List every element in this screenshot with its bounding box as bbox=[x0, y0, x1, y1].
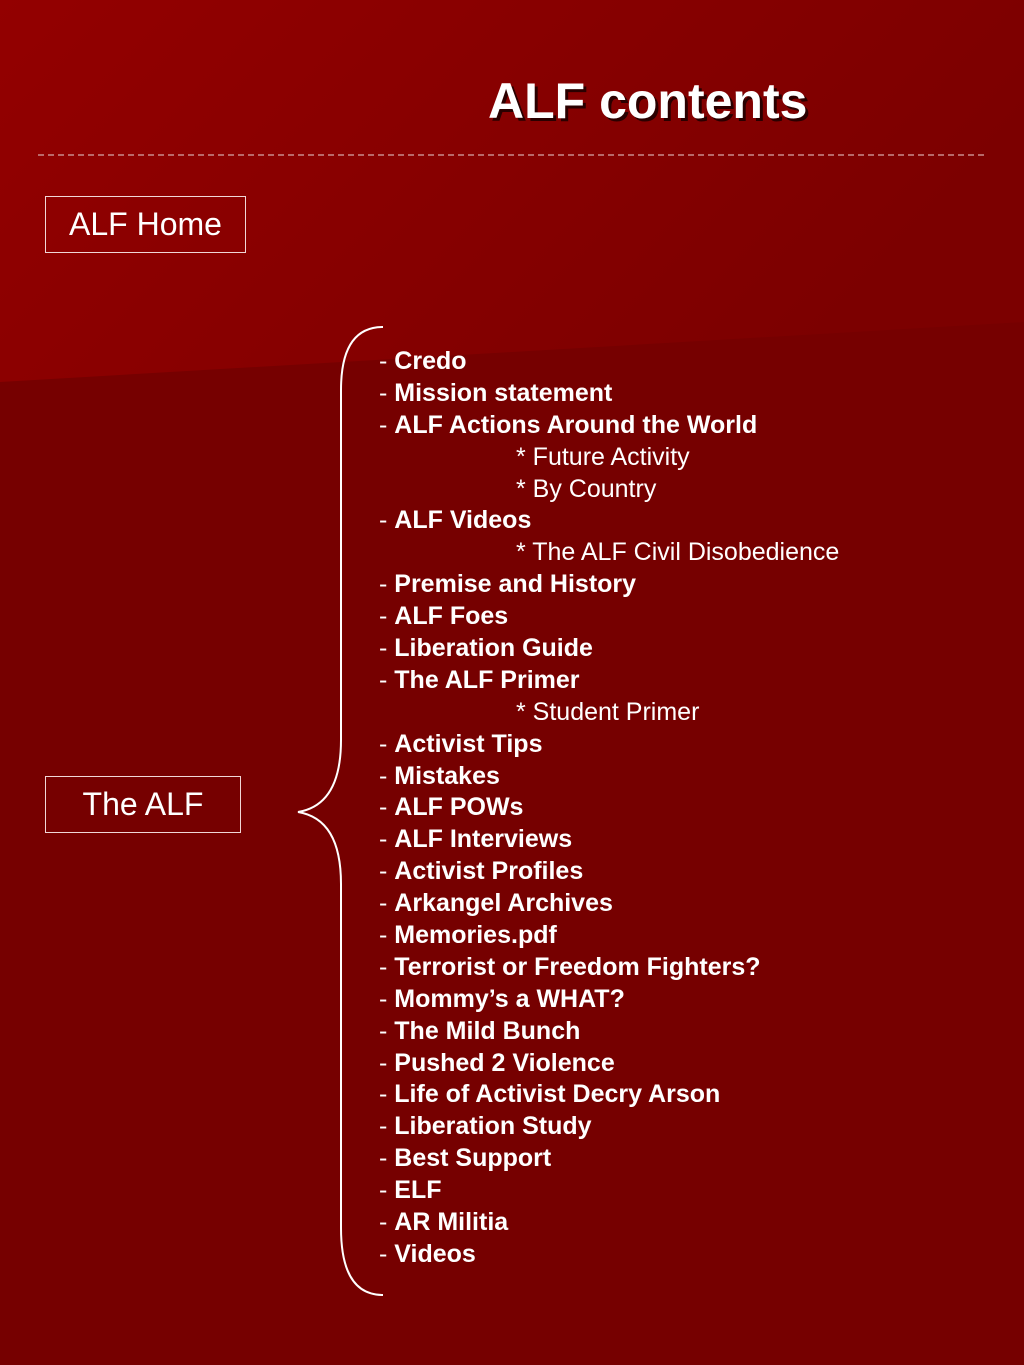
bullet-dash: - bbox=[379, 1176, 395, 1205]
bullet-dash: - bbox=[379, 665, 395, 694]
contents-item[interactable] bbox=[379, 1143, 839, 1175]
contents-item-link[interactable]: ALF Videos bbox=[394, 506, 532, 535]
bullet-dash: - bbox=[379, 952, 395, 981]
contents-item-link[interactable]: Activist Tips bbox=[394, 729, 543, 758]
contents-item[interactable] bbox=[379, 601, 839, 633]
bullet-dash: - bbox=[379, 889, 395, 918]
contents-item[interactable] bbox=[379, 1239, 839, 1271]
bullet-dash: - bbox=[379, 857, 395, 886]
bullet-dash: - bbox=[379, 410, 395, 439]
bullet-dash: - bbox=[379, 921, 395, 950]
contents-item-link[interactable]: The Mild Bunch bbox=[394, 1016, 581, 1045]
alf-home-button[interactable]: ALF Home bbox=[45, 196, 246, 253]
contents-item-link[interactable]: AR Militia bbox=[394, 1208, 509, 1237]
contents-item-link[interactable]: Activist Profiles bbox=[394, 857, 584, 886]
bullet-dash: - bbox=[379, 1144, 395, 1173]
contents-item[interactable] bbox=[379, 1048, 839, 1080]
bullet-dash: - bbox=[379, 729, 395, 758]
contents-item-link[interactable]: The ALF Primer bbox=[394, 665, 580, 694]
contents-item[interactable] bbox=[379, 761, 839, 793]
contents-item[interactable] bbox=[379, 633, 839, 665]
contents-item-link[interactable]: Life of Activist Decry Arson bbox=[394, 1080, 721, 1109]
contents-item-link[interactable]: Liberation Guide bbox=[394, 634, 593, 663]
contents-item-link[interactable]: Liberation Study bbox=[394, 1112, 592, 1141]
contents-item[interactable] bbox=[379, 505, 839, 537]
contents-item-link[interactable]: ELF bbox=[394, 1176, 442, 1205]
bullet-dash: - bbox=[379, 1112, 395, 1141]
bullet-dash: - bbox=[379, 1239, 395, 1268]
contents-item[interactable] bbox=[379, 792, 839, 824]
contents-item[interactable] bbox=[379, 1175, 839, 1207]
contents-subitem[interactable] bbox=[379, 697, 839, 729]
contents-item-link[interactable]: Arkangel Archives bbox=[394, 889, 613, 918]
contents-item[interactable] bbox=[379, 920, 839, 952]
contents-item[interactable] bbox=[379, 1016, 839, 1048]
bullet-dash: - bbox=[379, 825, 395, 854]
contents-item[interactable] bbox=[379, 824, 839, 856]
bullet-dash: - bbox=[379, 793, 395, 822]
bullet-dash: - bbox=[379, 378, 395, 407]
contents-item-link[interactable]: Pushed 2 Violence bbox=[394, 1048, 615, 1077]
bullet-dash: - bbox=[379, 570, 395, 599]
contents-subitem[interactable] bbox=[379, 537, 839, 569]
contents-subitem-link[interactable]: * By Country bbox=[516, 474, 657, 503]
contents-item[interactable] bbox=[379, 952, 839, 984]
bullet-dash: - bbox=[379, 1048, 395, 1077]
bullet-dash: - bbox=[379, 347, 395, 375]
contents-item-link[interactable]: Terrorist or Freedom Fighters? bbox=[394, 952, 761, 981]
contents-item[interactable] bbox=[379, 1207, 839, 1239]
contents-item-link[interactable]: Premise and History bbox=[394, 570, 637, 599]
bullet-dash: - bbox=[379, 1016, 395, 1045]
contents-list bbox=[379, 346, 839, 1271]
contents-item-link[interactable]: Best Support bbox=[394, 1144, 552, 1173]
contents-item[interactable] bbox=[379, 856, 839, 888]
bullet-dash: - bbox=[379, 602, 395, 631]
contents-item[interactable] bbox=[379, 729, 839, 761]
contents-item-link[interactable]: ALF Interviews bbox=[394, 825, 573, 854]
contents-item-link[interactable]: Credo bbox=[394, 347, 467, 375]
bullet-dash: - bbox=[379, 634, 395, 663]
contents-subitem-link[interactable]: * Future Activity bbox=[516, 442, 690, 471]
bullet-dash: - bbox=[379, 1080, 395, 1109]
page-title: ALF contents bbox=[488, 73, 808, 129]
contents-item-link[interactable]: ALF Actions Around the World bbox=[394, 410, 758, 439]
contents-subitem[interactable] bbox=[379, 442, 839, 474]
contents-item[interactable] bbox=[379, 378, 839, 410]
contents-item-link[interactable]: ALF POWs bbox=[394, 793, 524, 822]
contents-item-link[interactable]: Mommy’s a WHAT? bbox=[394, 984, 625, 1013]
contents-item-link[interactable]: Videos bbox=[394, 1239, 476, 1268]
contents-item[interactable] bbox=[379, 346, 839, 378]
contents-item-link[interactable]: Memories.pdf bbox=[394, 921, 557, 950]
contents-item-link[interactable]: Mission statement bbox=[394, 378, 613, 407]
contents-item-link[interactable]: ALF Foes bbox=[394, 602, 509, 631]
contents-item[interactable] bbox=[379, 665, 839, 697]
contents-subitem-link[interactable]: * Student Primer bbox=[516, 697, 700, 726]
the-alf-button[interactable]: The ALF bbox=[45, 776, 241, 833]
contents-item[interactable] bbox=[379, 1111, 839, 1143]
bullet-dash: - bbox=[379, 761, 395, 790]
contents-item[interactable] bbox=[379, 1079, 839, 1111]
bullet-dash: - bbox=[379, 1208, 395, 1237]
bullet-dash: - bbox=[379, 984, 395, 1013]
bullet-dash: - bbox=[379, 506, 395, 535]
contents-subitem[interactable] bbox=[379, 474, 839, 506]
contents-item[interactable] bbox=[379, 410, 839, 442]
contents-subitem-link[interactable]: * The ALF Civil Disobedience bbox=[516, 538, 840, 567]
contents-item[interactable] bbox=[379, 888, 839, 920]
contents-item[interactable] bbox=[379, 569, 839, 601]
contents-item-link[interactable]: Mistakes bbox=[394, 761, 500, 790]
contents-item[interactable] bbox=[379, 984, 839, 1016]
